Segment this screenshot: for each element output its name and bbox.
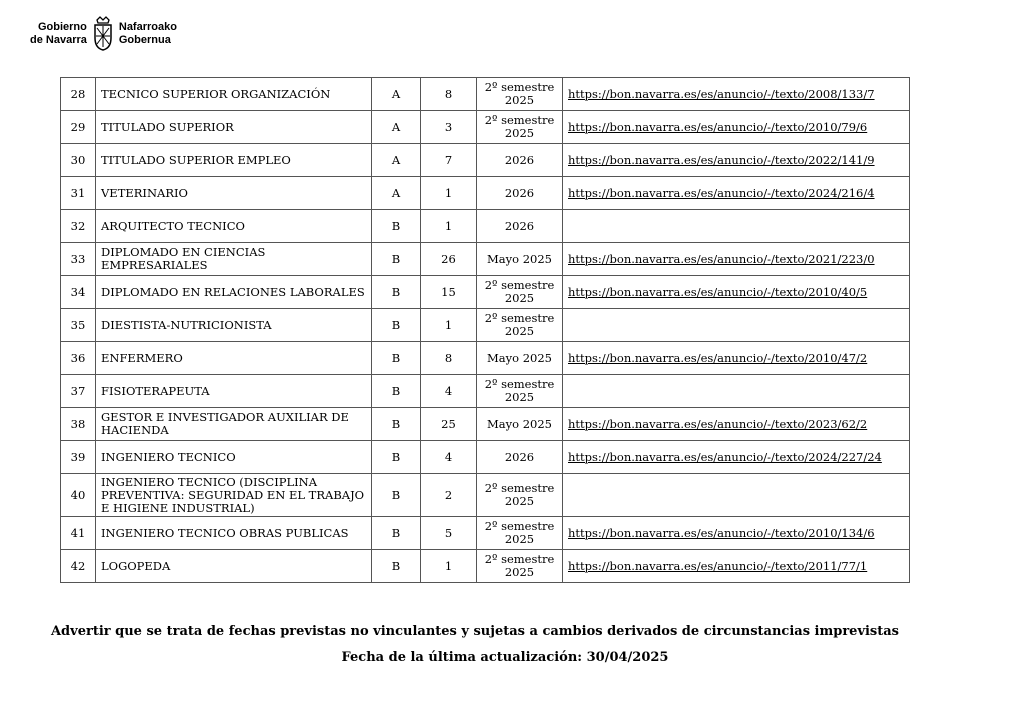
position-name: ARQUITECTO TECNICO [96,210,372,243]
bulletin-link-cell [563,210,910,243]
bulletin-link[interactable]: https://bon.navarra.es/es/anuncio/-/texto/2021/223/0 [568,251,875,266]
row-number: 36 [61,342,96,375]
group-level: B [372,441,421,474]
logo-line: Nafarroako [118,21,177,33]
bulletin-link-cell [563,550,910,583]
bulletin-link-cell [563,441,910,474]
position-name: DIPLOMADO EN RELACIONES LABORALES [96,276,372,309]
bulletin-link[interactable]: https://bon.navarra.es/es/anuncio/-/texto/2022/141/9 [568,152,875,167]
group-level: B [372,276,421,309]
group-level: B [372,408,421,441]
bulletin-link-cell [563,243,910,276]
position-name: DIESTISTA-NUTRICIONISTA [96,309,372,342]
expected-date: 2026 [477,144,563,177]
bulletin-link[interactable]: https://bon.navarra.es/es/anuncio/-/texto/2024/216/4 [568,185,875,200]
vacancy-count: 26 [421,243,477,276]
expected-date: 2º semestre 2025 [477,474,563,517]
bulletin-link[interactable]: https://bon.navarra.es/es/anuncio/-/texto/2011/77/1 [568,558,868,573]
table-row [61,78,910,111]
vacancy-count: 8 [421,342,477,375]
expected-date: 2026 [477,210,563,243]
position-name: TECNICO SUPERIOR ORGANIZACIÓN [96,78,372,111]
position-name: GESTOR E INVESTIGADOR AUXILIAR DE HACIENDA [96,408,372,441]
bulletin-link-cell [563,177,910,210]
expected-date: Mayo 2025 [477,243,563,276]
group-level: A [372,177,421,210]
group-level: B [372,342,421,375]
position-name: FISIOTERAPEUTA [96,375,372,408]
vacancy-count: 5 [421,517,477,550]
bulletin-link-cell [563,408,910,441]
bulletin-link-cell [563,78,910,111]
row-number: 42 [61,550,96,583]
logo-text-spanish [30,21,87,47]
table-row [61,375,910,408]
expected-date: Mayo 2025 [477,342,563,375]
government-logo [30,14,177,54]
bulletin-link-cell [563,309,910,342]
bulletin-link[interactable]: https://bon.navarra.es/es/anuncio/-/texto/2024/227/24 [568,449,882,464]
table-row [61,177,910,210]
bulletin-link-cell [563,517,910,550]
coat-of-arms-icon [91,16,115,52]
position-name: INGENIERO TECNICO (DISCIPLINA PREVENTIVA: SEGURIDAD EN EL TRABAJO E HIGIENE INDUSTRIAL) [96,474,372,517]
group-level: B [372,517,421,550]
logo-line: Gobierno [37,21,87,33]
disclaimer-notice: Advertir que se trata de fechas previstas no vinculantes y sujetas a cambios derivados de circunstancias imprevistas [50,624,900,639]
bulletin-link-cell [563,144,910,177]
table-row [61,408,910,441]
group-level: B [372,550,421,583]
vacancy-count: 25 [421,408,477,441]
row-number: 33 [61,243,96,276]
row-number: 38 [61,408,96,441]
vacancy-count: 1 [421,177,477,210]
table-row [61,243,910,276]
row-number: 32 [61,210,96,243]
row-number: 31 [61,177,96,210]
bulletin-link[interactable]: https://bon.navarra.es/es/anuncio/-/texto/2010/79/6 [568,119,868,134]
vacancy-count: 2 [421,474,477,517]
vacancy-count: 15 [421,276,477,309]
group-level: B [372,243,421,276]
table-row [61,210,910,243]
table-row [61,276,910,309]
position-name: INGENIERO TECNICO OBRAS PUBLICAS [96,517,372,550]
position-name: ENFERMERO [96,342,372,375]
table-row [61,441,910,474]
vacancy-count: 8 [421,78,477,111]
positions-table [60,77,910,583]
bulletin-link-cell [563,375,910,408]
expected-date: 2º semestre 2025 [477,111,563,144]
logo-line: de Navarra [30,34,87,46]
expected-date: 2º semestre 2025 [477,550,563,583]
expected-date: Mayo 2025 [477,408,563,441]
table-row [61,309,910,342]
bulletin-link-cell [563,111,910,144]
expected-date: 2º semestre 2025 [477,309,563,342]
position-name: TITULADO SUPERIOR EMPLEO [96,144,372,177]
vacancy-count: 1 [421,550,477,583]
vacancy-count: 1 [421,210,477,243]
row-number: 28 [61,78,96,111]
bulletin-link-cell [563,342,910,375]
row-number: 40 [61,474,96,517]
position-name: INGENIERO TECNICO [96,441,372,474]
expected-date: 2º semestre 2025 [477,517,563,550]
expected-date: 2026 [477,177,563,210]
bulletin-link[interactable]: https://bon.navarra.es/es/anuncio/-/texto/2010/40/5 [568,284,868,299]
table-body [61,78,910,583]
bulletin-link[interactable]: https://bon.navarra.es/es/anuncio/-/texto/2023/62/2 [568,416,868,431]
bulletin-link-cell [563,474,910,517]
group-level: B [372,309,421,342]
vacancy-count: 4 [421,441,477,474]
vacancy-count: 1 [421,309,477,342]
row-number: 29 [61,111,96,144]
group-level: A [372,144,421,177]
vacancy-count: 4 [421,375,477,408]
bulletin-link[interactable]: https://bon.navarra.es/es/anuncio/-/texto/2008/133/7 [568,86,875,101]
group-level: A [372,111,421,144]
last-update-date: Fecha de la última actualización: 30/04/2025 [341,650,669,665]
row-number: 37 [61,375,96,408]
table-row [61,517,910,550]
expected-date: 2026 [477,441,563,474]
vacancy-count: 3 [421,111,477,144]
group-level: B [372,474,421,517]
expected-date: 2º semestre 2025 [477,375,563,408]
table-row [61,474,910,517]
group-level: B [372,210,421,243]
bulletin-link[interactable]: https://bon.navarra.es/es/anuncio/-/texto/2010/134/6 [568,525,875,540]
table-row [61,144,910,177]
table-row [61,550,910,583]
group-level: A [372,78,421,111]
table-row [61,111,910,144]
logo-text-basque [119,21,177,47]
row-number: 35 [61,309,96,342]
row-number: 30 [61,144,96,177]
position-name: LOGOPEDA [96,550,372,583]
position-name: VETERINARIO [96,177,372,210]
vacancy-count: 7 [421,144,477,177]
expected-date: 2º semestre 2025 [477,78,563,111]
row-number: 34 [61,276,96,309]
bulletin-link[interactable]: https://bon.navarra.es/es/anuncio/-/texto/2010/47/2 [568,350,868,365]
row-number: 41 [61,517,96,550]
group-level: B [372,375,421,408]
position-name: TITULADO SUPERIOR [96,111,372,144]
table-row [61,342,910,375]
logo-line: Gobernua [118,34,171,46]
bulletin-link-cell [563,276,910,309]
row-number: 39 [61,441,96,474]
position-name: DIPLOMADO EN CIENCIAS EMPRESARIALES [96,243,372,276]
expected-date: 2º semestre 2025 [477,276,563,309]
